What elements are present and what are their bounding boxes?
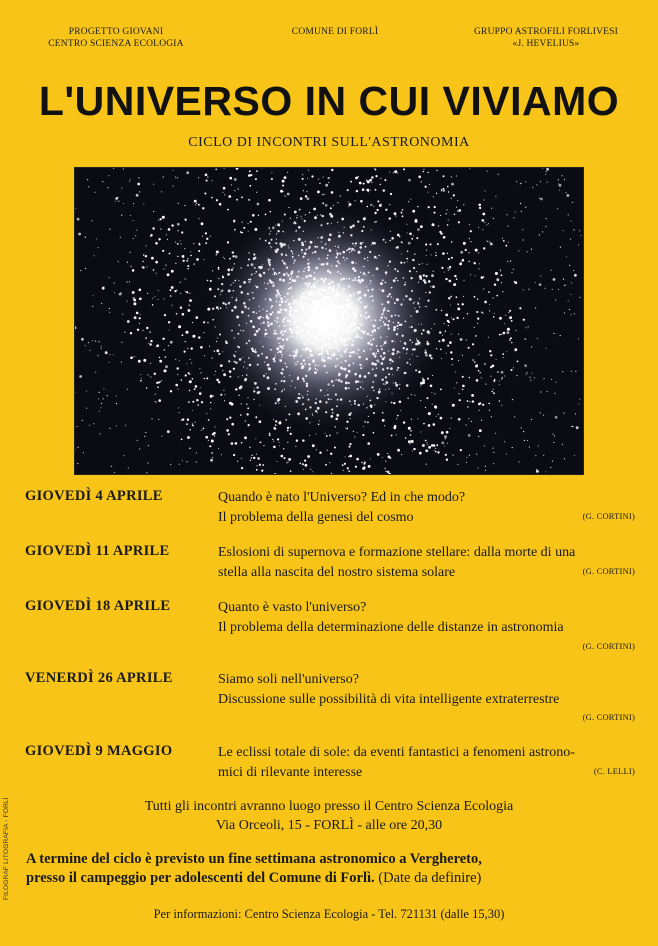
organizer-left-line: PROGETTO GIOVANI [68, 27, 164, 37]
event-line: Quanto è vasto l'universo? [218, 600, 367, 615]
poster-subtitle: CICLO DI INCONTRI SULL'ASTRONOMIA [188, 135, 470, 150]
event-date: GIOVEDÌ 4 APRILE [25, 488, 163, 504]
contact-info: Per informazioni: Centro Scienza Ecologia - Tel. 721131 (dalle 15,30) [153, 907, 505, 921]
venue-line: Via Orceoli, 15 - FORLÌ - alle ore 20,30 [215, 818, 443, 833]
event-line: stella alla nascita del nostro sistema solare [218, 565, 456, 580]
organizer-left [26, 26, 206, 50]
event-line: Il problema della genesi del cosmo [218, 510, 414, 525]
event-description [218, 670, 631, 710]
final-note-bold: presso il campeggio per adolescenti del Comune di Forlì. [26, 870, 375, 886]
event-line: Discussione sulle possibilità di vita intelligente extraterrestre [218, 692, 560, 707]
star-cluster-image [74, 167, 584, 475]
printer-credit-text: FILOGRAF LITOGRAFIA - FORLÌ [3, 797, 10, 900]
final-note-dates: (Date da definire) [374, 870, 482, 886]
event-speaker: (G. CORTINI) [582, 566, 635, 576]
organizer-right-line: «J. HEVELIUS» [512, 39, 580, 49]
event-date: VENERDÌ 26 APRILE [25, 670, 173, 686]
star-cluster-icon [75, 168, 583, 474]
event-line: Eslosioni di supernova e formazione stellare: dalla morte di una [218, 545, 576, 560]
event-description [218, 488, 631, 528]
poster-title: L'UNIVERSO IN CUI VIVIAMO [38, 78, 620, 124]
event-line: mici di rilevante interesse [218, 765, 363, 780]
final-note-bold: A termine del ciclo è previsto un fine settimana astronomico a Verghereto, [26, 851, 482, 867]
event-date: GIOVEDÌ 18 APRILE [25, 598, 171, 614]
event-line: Il problema della determinazione delle distanze in astronomia [218, 620, 564, 635]
event-date: GIOVEDÌ 11 APRILE [25, 543, 170, 559]
event-description [218, 543, 631, 583]
organizer-left-line: CENTRO SCIENZA ECOLOGIA [48, 39, 184, 49]
final-note [26, 850, 636, 888]
event-line: Quando è nato l'Universo? Ed in che modo? [218, 490, 466, 505]
event-description [218, 598, 631, 638]
event-speaker: (C. LELLI) [593, 766, 635, 776]
event-date: GIOVEDÌ 9 MAGGIO [25, 743, 173, 759]
organizer-right-line: GRUPPO ASTROFILI FORLIVESI [473, 27, 619, 37]
event-speaker: (G. CORTINI) [582, 511, 635, 521]
organizer-right [456, 26, 636, 50]
event-description [218, 743, 631, 783]
event-speaker: (G. CORTINI) [582, 712, 635, 722]
event-speaker: (G. CORTINI) [582, 641, 635, 651]
venue-line: Tutti gli incontri avranno luogo presso il Centro Scienza Ecologia [144, 799, 514, 814]
event-line: Le eclissi totale di sole: da eventi fantastici a fenomeni astrono- [218, 745, 575, 760]
venue-info [0, 797, 658, 835]
printer-credit [3, 780, 15, 900]
organizer-center-line: COMUNE DI FORLÌ [291, 27, 379, 37]
event-line: Siamo soli nell'universo? [218, 672, 359, 687]
organizer-center [250, 26, 420, 38]
